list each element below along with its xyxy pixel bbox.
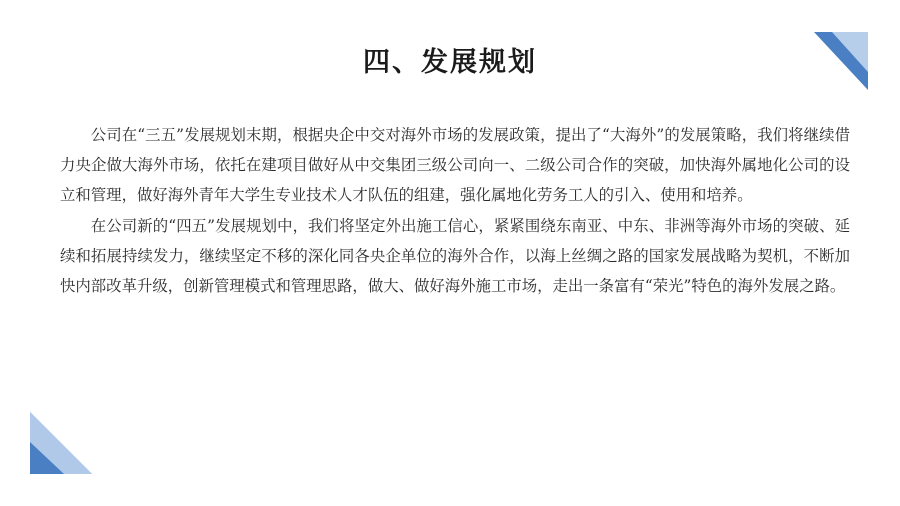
paragraph-2: 在公司新的“四五”发展规划中，我们将坚定外出施工信心，紧紧围绕东南亚、中东、非洲等海外市场的突破、延续和拓展持续发力，继续坚定不移的深化同各央企单位的海外合作，以海上丝绸之路的国家发展战略为契机，不断加快内部改革升级，创新管理模式和管理思路，做大、做好海外施工市场，走出一条富有“荣光”特色的海外发展之路。 xyxy=(60,216,850,296)
slide-body xyxy=(60,120,850,301)
corner-triangle-decoration-bottom-left xyxy=(30,412,92,474)
paragraph-1: 公司在“三五”发展规划末期，根据央企中交对海外市场的发展政策，提出了“大海外”的发展策略，我们将继续借力央企做大海外市场，依托在建项目做好从中交集团三级公司向一、二级公司合作的突破，加快海外属地化公司的设立和管理，做好海外青年大学生专业技术人才队伍的组建，强化属地化劳务工人的引入、使用和培养。 xyxy=(60,126,850,205)
slide-title: 四、发展规划 xyxy=(363,47,537,78)
